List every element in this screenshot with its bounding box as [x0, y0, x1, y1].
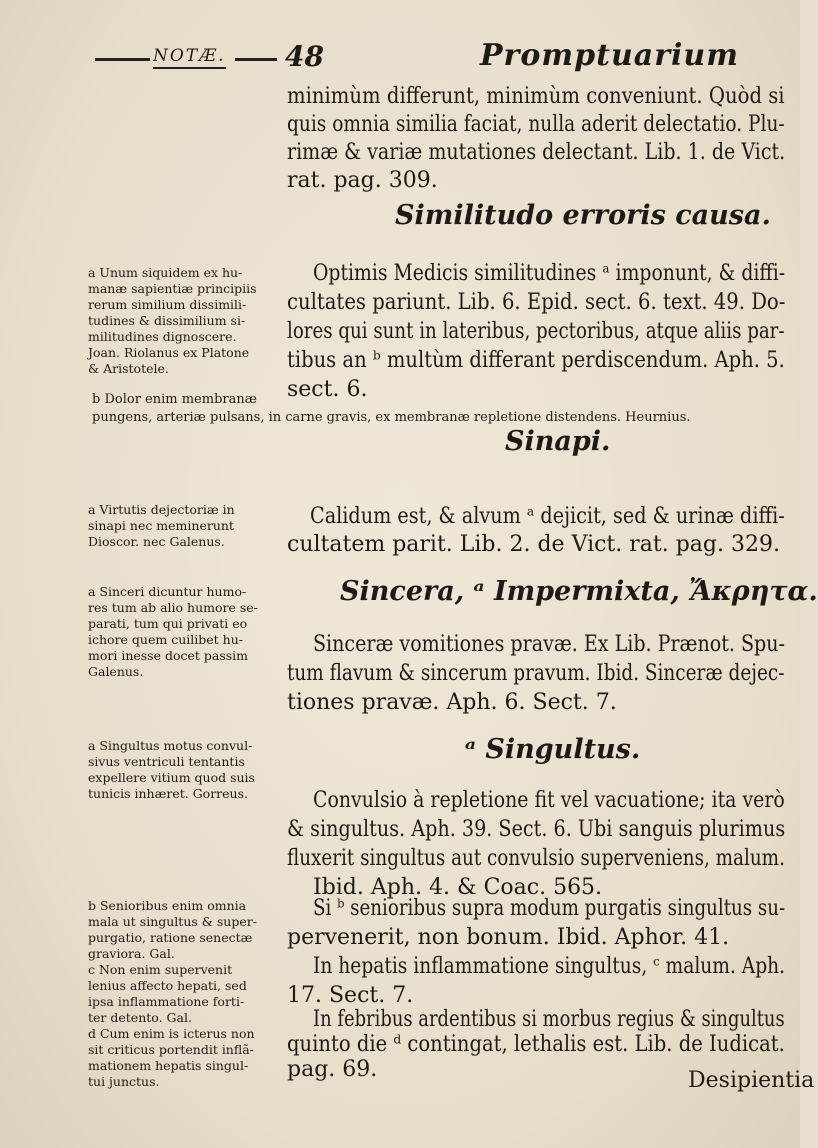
body-line: In hepatis inflammatione singultus, ᶜ malum. Aph.	[313, 954, 786, 979]
body-line: pervenerit, non bonum. Ibid. Aphor. 41.	[287, 925, 730, 950]
header-rule-right	[235, 58, 277, 61]
body-line: tibus an ᵇ multùm differant perdiscendum. Aph. 5.	[287, 348, 785, 373]
header-rule-left	[95, 58, 150, 61]
body-line: tum flavum & sincerum pravum. Ibid. Sinceræ dejec-	[287, 661, 785, 686]
body-line: Ibid. Aph. 4. & Coac. 565.	[313, 875, 603, 900]
body-line: rat. pag. 309.	[287, 168, 438, 193]
body-line: 17. Sect. 7.	[287, 983, 414, 1008]
body-line: pag. 69.	[287, 1057, 378, 1082]
body-line: cultatem parit. Lib. 2. de Vict. rat. pag. 329.	[287, 532, 780, 557]
body-line: Calidum est, & alvum ᵃ dejicit, sed & urinæ diffi-	[310, 504, 785, 529]
body-line: tiones pravæ. Aph. 6. Sect. 7.	[287, 690, 617, 715]
body-line: fluxerit singultus aut convulsio superveniens, malum.	[287, 846, 785, 871]
footnote-line: pungens, arteriæ pulsans, in carne gravis, ex membranæ repletione distendens. Heurnius.	[92, 410, 691, 425]
margin-note: b Senioribus enim omnia mala ut singultus & super- purgatio, ratione senectæ graviora. Gal. c Non enim supervenit lenius affecto hepati, sed ipsa inflammatione forti- ter detento. Gal. d Cum enim is icterus non sit criticus portendit inflã- mationem hepatis singul- tui junctus.	[88, 898, 257, 1089]
body-line: & singultus. Aph. 39. Sect. 6. Ubi sanguis plurimus	[287, 817, 786, 842]
body-line: quinto die ᵈ contingat, lethalis est. Lib. de Iudicat.	[287, 1032, 785, 1057]
body-line: lores qui sunt in lateribus, pectoribus, atque aliis par-	[287, 319, 785, 344]
catchword: Desipientia	[688, 1068, 815, 1093]
section-heading: Sincera, ᵃ Impermixta, Ἄκρητα.	[340, 576, 818, 607]
margin-note: a Sinceri dicuntur humo- res tum ab alio humore se- parati, tum qui privati eo ichore quem cuilibet hu- mori inesse docet passim Galenus.	[88, 584, 258, 679]
page-title: Promptuarium	[480, 38, 739, 73]
body-line: Convulsio à repletione fit vel vacuatione; ita verò	[313, 788, 785, 813]
body-line: cultates pariunt. Lib. 6. Epid. sect. 6. text. 49. Do-	[287, 290, 786, 315]
body-line: Si ᵇ senioribus supra modum purgatis singultus su-	[313, 896, 786, 921]
page-number: 48	[285, 40, 324, 73]
section-heading: ᵃ Singultus.	[465, 734, 641, 765]
body-line: In febribus ardentibus si morbus regius & singultus	[313, 1007, 785, 1032]
body-line: rimæ & variæ mutationes delectant. Lib. 1. de Vict.	[287, 140, 786, 165]
body-line: quis omnia similia faciat, nulla aderit delectatio. Plu-	[287, 112, 785, 137]
footnote-line: b Dolor enim membranæ	[92, 392, 257, 407]
body-line: Sinceræ vomitiones pravæ. Ex Lib. Prænot. Spu-	[313, 632, 785, 657]
margin-note: a Singultus motus convul- sivus ventriculi tentantis expellere vitium quod suis tunicis inhæret. Gorreus.	[88, 738, 255, 801]
margin-note: a Virtutis dejectoriæ in sinapi nec meminerunt Dioscor. nec Galenus.	[88, 502, 235, 549]
margin-note: a Unum siquidem ex hu- manæ sapientiæ principiis rerum similium dissimili- tudines & dissimilium si- militudines dignoscere. Joan. Riolanus ex Platone & Aristotele.	[88, 265, 257, 376]
body-line: Optimis Medicis similitudines ᵃ imponunt, & diffi-	[313, 261, 786, 286]
running-header	[95, 40, 775, 80]
header-section-label: NOTÆ.	[153, 46, 226, 69]
body-line: sect. 6.	[287, 377, 368, 402]
body-line: minimùm differunt, minimùm conveniunt. Quòd si	[287, 84, 785, 109]
section-heading: Similitudo erroris causa.	[395, 200, 771, 231]
section-heading: Sinapi.	[505, 426, 611, 457]
